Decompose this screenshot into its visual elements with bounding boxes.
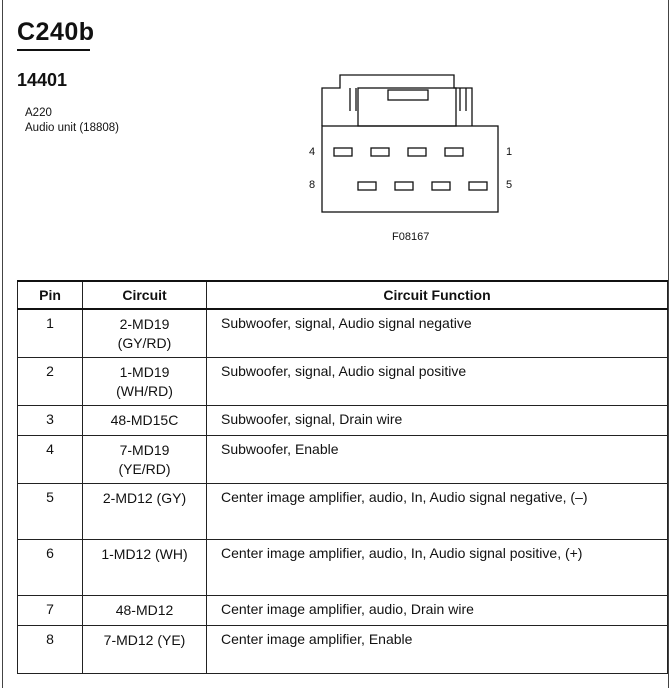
connector-face-diagram	[300, 66, 520, 226]
cell-pin: 3	[18, 405, 83, 435]
header-pin: Pin	[18, 281, 83, 309]
table-row	[18, 539, 668, 595]
cell-pin: 1	[18, 309, 83, 357]
pin-label-8: 8	[309, 179, 316, 191]
cell-circuit	[83, 539, 207, 595]
circuit-line: (GY/RD)	[117, 335, 172, 351]
cell-function: Subwoofer, Enable	[207, 435, 668, 483]
pin-label-4: 4	[309, 146, 316, 158]
title-underline	[17, 49, 90, 51]
connector-id-title: C240b	[17, 18, 95, 46]
cavity-pin-5	[469, 182, 487, 190]
pin-label-1: 1	[506, 146, 513, 158]
cell-circuit	[83, 405, 207, 435]
cavity-pin-6	[432, 182, 450, 190]
cell-function: Center image amplifier, audio, In, Audio signal positive, (+)	[207, 539, 668, 595]
cell-function: Center image amplifier, Enable	[207, 625, 668, 673]
header-circuit: Circuit	[83, 281, 207, 309]
component-code: A220	[25, 107, 52, 119]
cavity-pin-2	[408, 148, 426, 156]
table-row	[18, 435, 668, 483]
circuit-line: (YE/RD)	[118, 460, 171, 477]
cell-pin: 5	[18, 483, 83, 539]
cell-function: Subwoofer, signal, Audio signal negative	[207, 309, 668, 357]
latch-tab	[388, 90, 428, 100]
cell-circuit	[83, 595, 207, 625]
circuit-line: 2-MD12 (GY)	[102, 489, 187, 506]
cell-pin: 6	[18, 539, 83, 595]
cell-circuit	[83, 625, 207, 673]
cell-circuit	[83, 435, 207, 483]
circuit-line: 48-MD15C	[110, 411, 179, 428]
circuit-line: 1-MD12 (WH)	[101, 545, 188, 562]
table-header-row	[18, 281, 668, 309]
circuit-line: 1-MD19	[119, 363, 170, 380]
cell-pin: 4	[18, 435, 83, 483]
cell-pin: 7	[18, 595, 83, 625]
table-row	[18, 483, 668, 539]
cell-function: Subwoofer, signal, Audio signal positive	[207, 357, 668, 405]
circuit-line: 48-MD12	[115, 601, 174, 618]
cell-function: Center image amplifier, audio, Drain wire	[207, 595, 668, 625]
cavity-pin-7	[395, 182, 413, 190]
cell-pin: 8	[18, 625, 83, 673]
table-row	[18, 405, 668, 435]
page-frame-right	[668, 0, 669, 688]
cavity-pin-1	[445, 148, 463, 156]
table-row	[18, 595, 668, 625]
table-row	[18, 625, 668, 673]
table-row	[18, 357, 668, 405]
latch-inner	[358, 88, 456, 126]
header-function: Circuit Function	[207, 281, 668, 309]
circuit-line: (WH/RD)	[116, 382, 173, 399]
circuit-line: 7-MD19	[119, 441, 170, 458]
pin-label-5: 5	[506, 179, 513, 191]
pinout-table	[17, 280, 668, 674]
circuit-line: 2-MD19	[119, 316, 170, 332]
pinout-rows	[18, 309, 668, 673]
table-row	[18, 309, 668, 357]
cell-function: Subwoofer, signal, Drain wire	[207, 405, 668, 435]
figure-id: F08167	[392, 231, 430, 243]
part-number: 14401	[17, 70, 68, 90]
circuit-line: 7-MD12 (YE)	[103, 631, 186, 648]
page-frame-left	[2, 0, 3, 688]
cavity-pin-3	[371, 148, 389, 156]
cell-circuit	[83, 483, 207, 539]
cell-function: Center image amplifier, audio, In, Audio signal negative, (–)	[207, 483, 668, 539]
cavity-pin-4	[334, 148, 352, 156]
cell-circuit	[83, 357, 207, 405]
component-name: Audio unit (18808)	[25, 122, 119, 134]
component-description	[25, 106, 119, 136]
cavity-pin-8	[358, 182, 376, 190]
connector-body	[322, 126, 498, 212]
cell-pin: 2	[18, 357, 83, 405]
cell-circuit	[83, 309, 207, 357]
